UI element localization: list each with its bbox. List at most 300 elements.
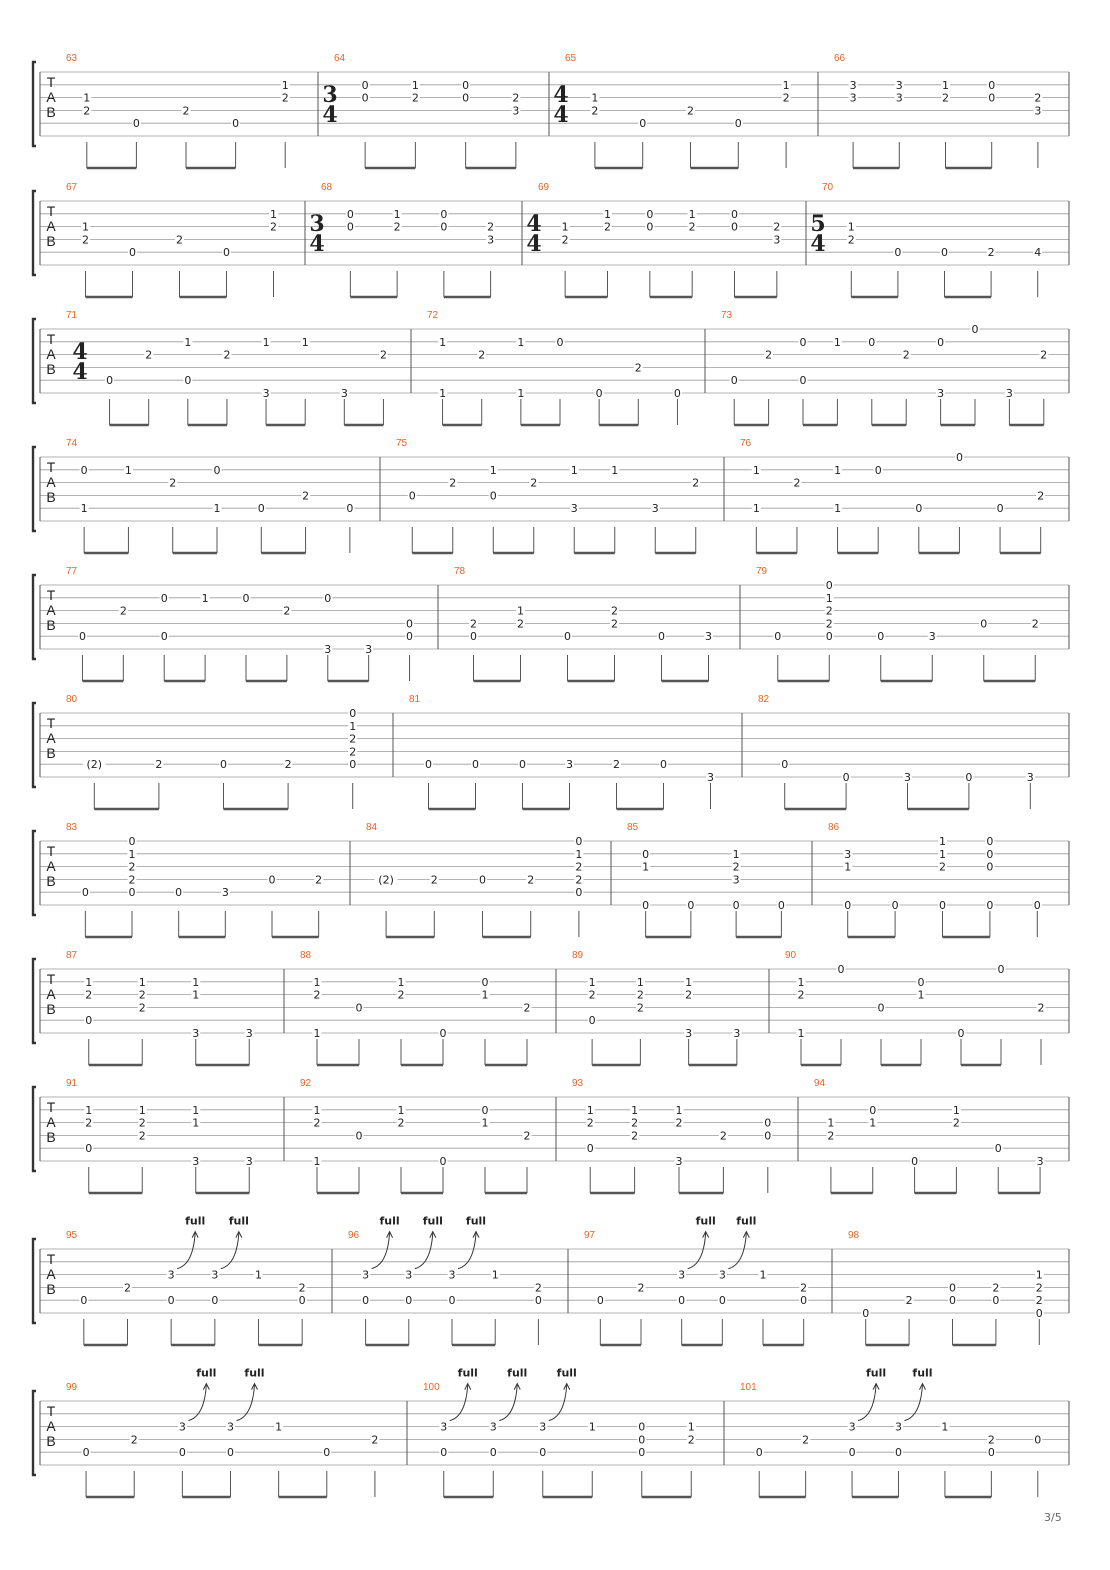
tab-clef-letter: T — [46, 459, 56, 475]
fret-number: 0 — [362, 1294, 370, 1308]
fret-number: 1 — [138, 975, 146, 989]
tab-clef-letter: B — [46, 1129, 56, 1145]
fret-number: 0 — [638, 1420, 646, 1434]
fret-number: 0 — [868, 335, 876, 349]
fret-number: 2 — [130, 1433, 138, 1447]
fret-number: 2 — [182, 104, 190, 118]
fret-number: 0 — [472, 758, 479, 772]
fret-number: 0 — [160, 630, 168, 644]
tab-clef-letter: B — [46, 489, 56, 505]
tab-system — [33, 1215, 1069, 1345]
fret-number: 0 — [346, 502, 354, 516]
fret-number: 2 — [987, 1433, 995, 1447]
tab-clef-letter: B — [46, 745, 56, 761]
fret-number: 3 — [895, 91, 903, 105]
fret-number: 0 — [777, 899, 785, 912]
fret-number: 2 — [675, 1116, 683, 1130]
fret-number: 0 — [448, 1294, 456, 1308]
fret-number: 1 — [939, 847, 946, 861]
fret-number: 2 — [270, 220, 277, 234]
fret-number: 0 — [425, 758, 432, 772]
fret-number: 2 — [138, 1129, 146, 1143]
fret-number: 1 — [213, 502, 221, 516]
measure-number: 81 — [409, 694, 421, 705]
tab-system — [33, 53, 1069, 168]
fret-number: 0 — [755, 1446, 763, 1460]
fret-number: 0 — [732, 899, 740, 912]
bend-label: full — [507, 1366, 528, 1380]
fret-number: 1 — [942, 78, 949, 92]
bend-arrow — [450, 1385, 468, 1421]
fret-number: 1 — [192, 1103, 200, 1117]
fret-number: 0 — [220, 758, 227, 772]
measure-number: 100 — [423, 1382, 440, 1393]
fret-number: 0 — [534, 1294, 542, 1308]
fret-number: 0 — [129, 246, 136, 260]
fret-number: 0 — [996, 502, 1004, 516]
system-bracket — [33, 447, 36, 531]
fret-number: 0 — [298, 1294, 306, 1308]
measure-number: 64 — [334, 53, 346, 64]
fret-number: 0 — [439, 1155, 447, 1168]
tab-clef-letter: T — [46, 74, 56, 90]
tab-clef-letter: A — [46, 1266, 56, 1282]
tab-system — [33, 822, 1069, 937]
fret-number: 1 — [255, 1268, 262, 1282]
fret-number: 2 — [637, 1281, 645, 1295]
fret-number: 2 — [1040, 348, 1048, 362]
fret-number: 2 — [588, 988, 596, 1002]
bend-arrow — [177, 1233, 195, 1269]
fret-number: 2 — [591, 104, 599, 118]
fret-number: 1 — [782, 78, 790, 92]
fret-number: 2 — [371, 1433, 379, 1447]
fret-number: 1 — [397, 975, 405, 989]
fret-number: 0 — [80, 1294, 88, 1308]
measure-number: 80 — [66, 694, 78, 705]
fret-number: 2 — [773, 220, 781, 234]
fret-number: 2 — [138, 1116, 146, 1130]
fret-number: 3 — [678, 1268, 686, 1282]
fret-number: 2 — [124, 1281, 131, 1295]
fret-number: 2 — [298, 1281, 306, 1295]
fret-number: 3 — [675, 1155, 683, 1168]
fret-number: 0 — [361, 91, 369, 105]
fret-number: 2 — [939, 860, 946, 874]
fret-number: 2 — [636, 1001, 644, 1015]
fret-number: 0 — [213, 463, 221, 477]
fret-number: 0 — [349, 758, 357, 772]
fret-number: 2 — [631, 1116, 639, 1130]
fret-number: 1 — [588, 1420, 596, 1434]
system-bracket — [33, 319, 36, 403]
measure-number: 71 — [66, 310, 78, 321]
fret-number: 0 — [718, 1294, 726, 1308]
fret-number: 0 — [175, 886, 183, 900]
fret-number: 2 — [1037, 1001, 1045, 1015]
fret-number: 0 — [78, 630, 86, 644]
fret-number: 0 — [877, 630, 885, 644]
fret-number: 1 — [752, 463, 760, 477]
fret-number: 1 — [262, 335, 270, 349]
fret-number: 2 — [1035, 1294, 1043, 1308]
system-bracket — [33, 831, 36, 915]
fret-number: 1 — [517, 604, 524, 618]
fret-number: 0 — [781, 758, 789, 772]
page-number: 3/5 — [1044, 1511, 1062, 1524]
fret-number: 3 — [732, 873, 740, 887]
fret-number: 2 — [281, 91, 289, 105]
fret-number: 0 — [588, 1014, 596, 1028]
fret-number: 0 — [731, 220, 738, 234]
fret-number: 0 — [730, 374, 738, 388]
fret-number: 2 — [586, 1116, 594, 1130]
tab-clef-letter: B — [46, 1001, 56, 1017]
fret-number: 2 — [847, 233, 855, 247]
fret-number: 3 — [192, 1155, 200, 1168]
fret-number: 2 — [992, 1281, 1000, 1295]
fret-number: 1 — [192, 988, 200, 1002]
fret-number: 3 — [405, 1268, 413, 1282]
tab-system — [33, 566, 1069, 681]
tab-clef-letter: B — [46, 1281, 56, 1297]
fret-number: 3 — [570, 502, 578, 516]
bend-label: full — [556, 1366, 577, 1380]
fret-number: 2 — [1034, 91, 1042, 105]
fret-number: 2 — [470, 617, 477, 631]
fret-number: 1 — [439, 387, 447, 400]
fret-number: 0 — [1035, 1307, 1043, 1320]
fret-number: 0 — [85, 1014, 93, 1028]
fret-number: 1 — [349, 719, 357, 733]
measure-number: 86 — [828, 822, 840, 833]
fret-number: 0 — [971, 323, 979, 336]
fret-number: 2 — [611, 604, 618, 618]
fret-number: 1 — [439, 335, 447, 349]
fret-number: 0 — [673, 387, 681, 400]
fret-number: 1 — [752, 502, 760, 516]
fret-number: 0 — [1034, 1433, 1042, 1447]
fret-number: 2 — [169, 476, 177, 490]
fret-number: 0 — [638, 1446, 646, 1460]
bend-label: full — [865, 1366, 887, 1380]
fret-number: 2 — [379, 348, 387, 362]
fret-number: 0 — [687, 899, 695, 912]
bend-arrow — [728, 1233, 746, 1269]
fret-number: 1 — [827, 1116, 835, 1130]
fret-number: 0 — [988, 78, 996, 92]
tab-clef-letter: B — [46, 361, 56, 377]
fret-number: 2 — [1035, 1281, 1043, 1295]
measure-number: 96 — [348, 1230, 360, 1241]
time-signature-bottom: 4 — [810, 231, 826, 257]
fret-number: 1 — [869, 1116, 877, 1130]
fret-number: 0 — [355, 1129, 363, 1143]
bend-label: full — [228, 1214, 249, 1228]
fret-number: 0 — [911, 1155, 919, 1168]
bend-label: full — [465, 1214, 487, 1228]
fret-number: 2 — [687, 1433, 695, 1447]
system-bracket — [33, 1087, 36, 1171]
fret-number: 0 — [994, 1142, 1002, 1156]
fret-number: 1 — [275, 1420, 283, 1434]
tab-system — [33, 438, 1069, 553]
fret-number: 0 — [869, 1103, 877, 1117]
tab-clef-letter: A — [46, 1418, 56, 1434]
fret-number: 0 — [408, 489, 416, 503]
fret-number: 0 — [440, 207, 448, 221]
measure-number: 85 — [627, 822, 639, 833]
fret-number: 2 — [85, 988, 93, 1002]
fret-number: 0 — [678, 1294, 686, 1308]
fret-number: 3 — [651, 502, 659, 516]
fret-number: 2 — [952, 1116, 960, 1130]
fret-number: 2 — [613, 758, 620, 772]
fret-number: 2 — [284, 758, 292, 772]
fret-number: 0 — [825, 630, 833, 644]
fret-number: 2 — [987, 246, 995, 260]
fret-number: 2 — [397, 1116, 405, 1130]
tab-clef-letter: T — [46, 843, 56, 859]
measure-number: 76 — [740, 438, 752, 449]
fret-number: 2 — [797, 988, 805, 1002]
tab-system — [33, 694, 1069, 809]
fret-number: 0 — [128, 886, 136, 900]
fret-number: (2) — [86, 758, 103, 772]
fret-number: 0 — [941, 246, 948, 260]
fret-number: 2 — [1037, 489, 1045, 503]
fret-number: 1 — [939, 835, 946, 848]
fret-number: 1 — [313, 1103, 321, 1117]
fret-number: 1 — [82, 220, 89, 234]
time-signature-top: 4 — [72, 339, 88, 365]
measure-number: 84 — [366, 822, 378, 833]
bend-arrow — [499, 1385, 517, 1421]
time-signature-bottom: 4 — [72, 359, 88, 385]
measure-number: 78 — [454, 566, 466, 577]
fret-number: 1 — [281, 78, 289, 92]
measure-number: 92 — [300, 1078, 312, 1089]
fret-number: 3 — [707, 771, 714, 784]
fret-number: 2 — [119, 604, 127, 618]
system-bracket — [33, 703, 36, 787]
fret-number: 3 — [848, 1420, 856, 1434]
fret-number: 0 — [184, 374, 192, 388]
fret-number: 2 — [313, 988, 321, 1002]
fret-number: 2 — [283, 604, 291, 618]
measure-number: 83 — [66, 822, 78, 833]
fret-number: 2 — [82, 233, 89, 247]
fret-number: 0 — [128, 835, 136, 848]
fret-number: 3 — [733, 1027, 741, 1040]
fret-number: 1 — [313, 975, 321, 989]
fret-number: 3 — [1005, 387, 1013, 400]
fret-number: 0 — [575, 886, 583, 900]
fret-number: 0 — [223, 246, 230, 260]
fret-number: 2 — [688, 220, 696, 234]
fret-number: 1 — [586, 1103, 594, 1117]
fret-number: 0 — [211, 1294, 219, 1308]
bend-label: full — [185, 1214, 206, 1228]
fret-number: 0 — [227, 1446, 234, 1460]
system-bracket — [33, 191, 36, 275]
fret-number: 0 — [564, 630, 571, 644]
fret-number: 3 — [718, 1268, 726, 1282]
bend-arrow — [221, 1233, 239, 1269]
fret-number: 0 — [949, 1294, 956, 1308]
fret-number: 2 — [825, 604, 833, 618]
fret-number: 0 — [642, 899, 650, 912]
tab-clef-letter: T — [46, 1403, 56, 1419]
fret-number: 1 — [80, 502, 88, 516]
fret-number: 0 — [81, 886, 89, 900]
time-signature-top: 3 — [309, 211, 325, 237]
fret-number: 0 — [937, 335, 945, 349]
fret-number: 0 — [642, 847, 650, 861]
measure-number: 77 — [66, 566, 78, 577]
fret-number: 2 — [349, 745, 357, 759]
bend-label: full — [244, 1366, 265, 1380]
bend-label: full — [736, 1214, 757, 1228]
system-bracket — [33, 1239, 36, 1323]
fret-number: 2 — [942, 91, 949, 105]
fret-number: 0 — [844, 899, 852, 912]
fret-number: 2 — [128, 873, 136, 887]
fret-number: 0 — [646, 220, 654, 234]
tab-clef-letter: B — [46, 233, 56, 249]
fret-number: 0 — [837, 963, 845, 976]
measure-number: 66 — [834, 53, 846, 64]
fret-number: 3 — [849, 78, 857, 92]
fret-number: 2 — [145, 348, 153, 362]
fret-number: 1 — [833, 335, 841, 349]
fret-number: 1 — [604, 207, 611, 221]
fret-number: 3 — [340, 387, 348, 400]
fret-number: 0 — [638, 1433, 646, 1447]
fret-number: 1 — [313, 1027, 321, 1040]
fret-number: 0 — [268, 873, 276, 887]
bend-arrow — [688, 1233, 706, 1269]
fret-number: 3 — [221, 886, 229, 900]
fret-number: 0 — [799, 374, 807, 388]
fret-number: 3 — [489, 1420, 497, 1434]
fret-number: 0 — [489, 1446, 497, 1460]
time-signature-top: 3 — [322, 82, 338, 108]
fret-number: 1 — [83, 91, 91, 105]
fret-number: 1 — [561, 220, 569, 234]
measure-number: 94 — [814, 1078, 826, 1089]
measure-number: 98 — [848, 1230, 860, 1241]
fret-number: 0 — [800, 1294, 808, 1308]
fret-number: 0 — [106, 374, 114, 388]
tab-clef-letter: T — [46, 331, 56, 347]
tab-clef-letter: T — [46, 203, 56, 219]
fret-number: 0 — [917, 975, 925, 989]
fret-number: 2 — [687, 104, 694, 118]
fret-number: 3 — [1036, 1155, 1044, 1168]
fret-number: 1 — [192, 975, 200, 989]
fret-number: 0 — [895, 1446, 902, 1460]
fret-number: 1 — [917, 988, 925, 1002]
fret-number: 0 — [955, 451, 963, 464]
fret-number: 0 — [988, 91, 996, 105]
fret-number: 3 — [192, 1027, 200, 1040]
fret-number: 2 — [313, 1116, 321, 1130]
bend-label: full — [196, 1366, 217, 1380]
tab-clef-letter: A — [46, 986, 56, 1002]
measure-number: 69 — [538, 182, 550, 193]
fret-number: 1 — [85, 975, 93, 989]
fret-number: 3 — [245, 1027, 253, 1040]
fret-number: 0 — [915, 502, 923, 516]
fret-number: 1 — [834, 502, 842, 516]
fret-number: 3 — [365, 643, 373, 656]
fret-number: 3 — [844, 847, 852, 861]
fret-number: 0 — [346, 220, 354, 234]
bend-arrow — [188, 1385, 206, 1421]
fret-number: 0 — [848, 1446, 856, 1460]
tab-clef-letter: B — [46, 104, 56, 120]
fret-number: 2 — [604, 220, 611, 234]
fret-number: 2 — [138, 1001, 146, 1015]
tab-clef-letter: A — [46, 218, 56, 234]
fret-number: 1 — [301, 335, 309, 349]
fret-number: 0 — [470, 630, 477, 644]
fret-number: 0 — [965, 771, 973, 784]
fret-number: 3 — [167, 1268, 175, 1282]
measure-number: 99 — [66, 1382, 78, 1393]
fret-number: 0 — [986, 835, 994, 848]
measure-number: 101 — [740, 1382, 757, 1393]
fret-number: 3 — [904, 771, 911, 784]
time-signature-top: 5 — [810, 211, 826, 237]
fret-number: 0 — [891, 899, 899, 912]
fret-number: 0 — [764, 1116, 772, 1130]
fret-number: 0 — [167, 1294, 175, 1308]
fret-number: 3 — [895, 1420, 902, 1434]
fret-number: 2 — [397, 988, 405, 1002]
fret-number: 1 — [797, 1027, 805, 1040]
fret-number: 0 — [1033, 899, 1041, 912]
tab-clef-letter: B — [46, 1433, 56, 1449]
system-bracket — [33, 575, 36, 659]
time-signature-bottom: 4 — [322, 102, 338, 128]
fret-number: 0 — [85, 1142, 93, 1156]
measure-number: 82 — [758, 694, 770, 705]
tab-system — [33, 310, 1069, 425]
fret-number: 1 — [192, 1116, 200, 1130]
fret-number: 3 — [245, 1155, 253, 1168]
fret-number: 2 — [575, 873, 583, 887]
tab-clef-letter: A — [46, 89, 56, 105]
fret-number: 0 — [539, 1446, 547, 1460]
fret-number: 0 — [586, 1142, 594, 1156]
fret-number: 1 — [184, 335, 192, 349]
fret-number: 1 — [570, 463, 578, 477]
fret-number: 0 — [764, 1129, 772, 1143]
fret-number: 3 — [262, 387, 270, 400]
measure-number: 89 — [572, 950, 584, 961]
measure-number: 91 — [66, 1078, 78, 1089]
fret-number: 0 — [575, 835, 583, 848]
fret-number: 3 — [539, 1420, 547, 1434]
fret-number: 0 — [479, 873, 486, 887]
bend-label: full — [912, 1366, 933, 1380]
fret-number: 1 — [397, 1103, 405, 1117]
bend-arrow — [905, 1385, 923, 1421]
fret-number: 2 — [527, 873, 535, 887]
fret-number: 0 — [324, 591, 332, 605]
